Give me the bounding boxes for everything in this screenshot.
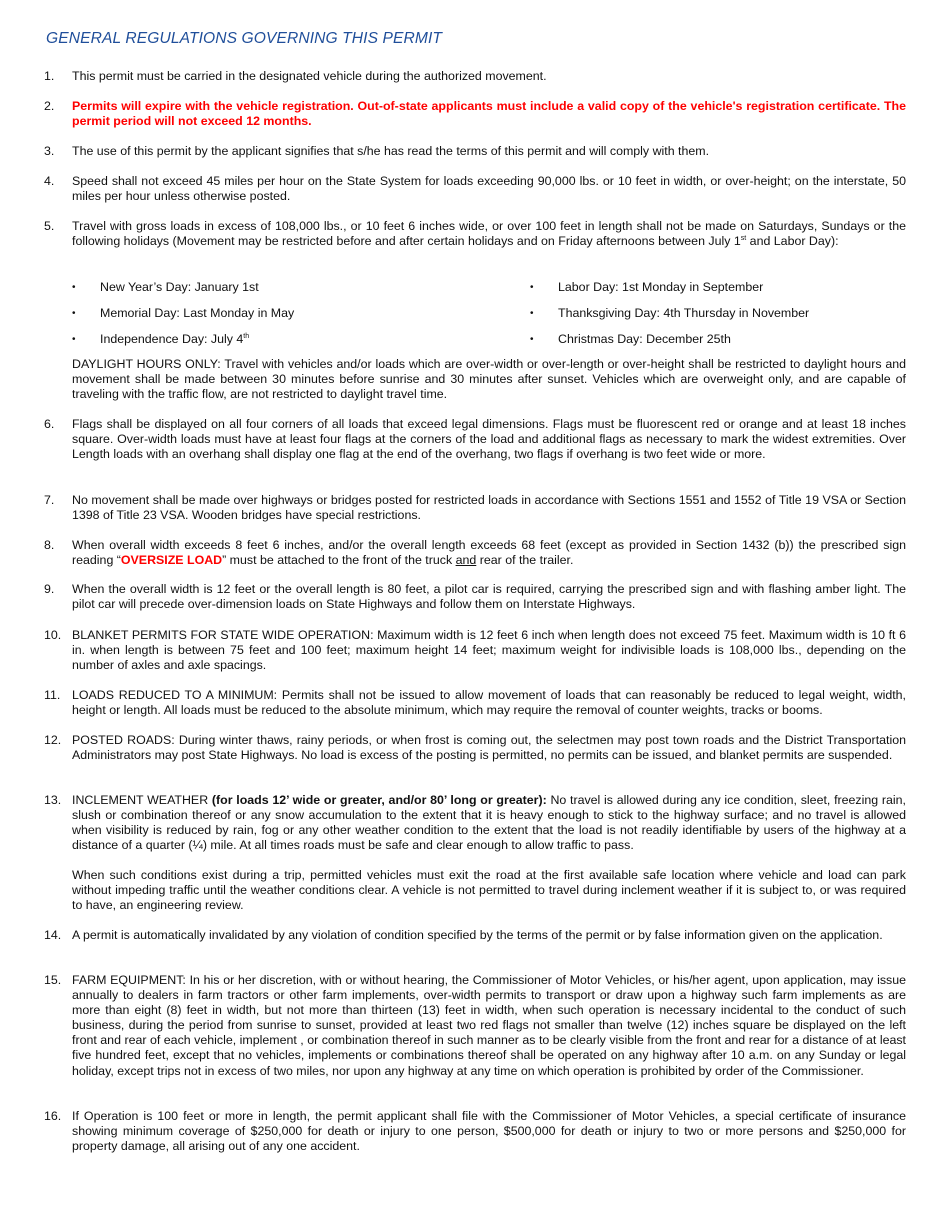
item-number: 4.	[44, 174, 55, 188]
item-number: 1.	[44, 69, 55, 83]
item-number: 7.	[44, 493, 55, 507]
holiday-text	[100, 332, 249, 347]
item-number: 8.	[44, 538, 55, 552]
item-text-bold: (for loads 12’ wide or greater, and/or 80’ long or greater):	[211, 793, 547, 807]
holiday-text: Labor Day: 1st Monday in September	[558, 280, 764, 294]
item-number: 10.	[44, 628, 62, 642]
item-number: 13.	[44, 793, 62, 807]
item-text: This permit must be carried in the designated vehicle during the authorized movement.	[72, 69, 547, 83]
item-text: The use of this permit by the applicant signifies that s/he has read the terms of this permit and will comply with them.	[72, 144, 710, 158]
item-text: If Operation is 100 feet or more in length, the permit applicant shall file with the Commissioner of Motor Vehicles, a special certificate of insurance showing minimum coverage of $250,000 for death or injury to one person, $500,000 for death or injury to two or more persons and $250,000 for property damage, all arising out of any one accident.	[72, 1109, 906, 1154]
bullet-icon: •	[530, 308, 534, 319]
item-number: 14.	[44, 928, 62, 942]
item-text-part: INCLEMENT WEATHER	[72, 793, 212, 807]
item-text	[72, 219, 906, 249]
item-number: 12.	[44, 733, 62, 747]
item-text: POSTED ROADS: During winter thaws, rainy periods, or when frost is coming out, the selectmen may post town roads and the District Transportation Administrators may post State Highways. No load is excess of the posting is permitted, no permits can be issued, and blanket permits are suspended.	[72, 733, 906, 763]
item-text: A permit is automatically invalidated by any violation of condition specified by the terms of the permit or by false information given on the application.	[72, 928, 883, 942]
item-number: 15.	[44, 973, 62, 987]
item-text: When the overall width is 12 feet or the overall length is 80 feet, a pilot car is required, carrying the prescribed sign and with flashing amber light. The pilot car will precede over-dimension loads on State Highways and follow them on Interstate Highways.	[72, 582, 906, 612]
item-number: 6.	[44, 417, 55, 431]
page-title: GENERAL REGULATIONS GOVERNING THIS PERMIT	[46, 30, 443, 47]
item-text-warning: Permits will expire with the vehicle registration. Out-of-state applicants must include a valid copy of the vehicle's registration certificate. The permit period will not exceed 12 months.	[72, 99, 906, 129]
item-text	[72, 538, 906, 568]
item-text-part: No travel is allowed during any ice condition, sleet, freezing rain, slush or combination thereof or any snow accumulation to the extent that it is heavy enough to stick to the highway surface; and no travel is allowed when visibility is reduced by rain, fog or any other weather condition to the extent that the load is not readily identifiable by users of the highway at a distance of a quarter (¼) mile. At all times roads must be safe and clear enough to allow traffic to pass.	[72, 793, 906, 853]
holiday-text: New Year’s Day: January 1st	[100, 280, 259, 294]
superscript: st	[740, 235, 747, 243]
holiday-text: Christmas Day: December 25th	[558, 332, 731, 346]
holiday-text: Thanksgiving Day: 4th Thursday in November	[558, 306, 810, 320]
item-number: 16.	[44, 1109, 62, 1123]
item-text-part: When overall width exceeds 8 feet 6 inches, and/or the overall length exceeds 68 feet (except as provided in Section 1432 (b)) the prescribed sign reading “	[72, 538, 906, 568]
holiday-text-part: Independence Day: July 4	[100, 332, 244, 346]
daylight-hours-text: DAYLIGHT HOURS ONLY: Travel with vehicles and/or loads which are over-width or over-length or over-height shall be restricted to daylight hours and movement shall be made between 30 minutes before sunrise and 30 minutes after sunset. Vehicles which are overweight only, and are capable of traveling with the traffic flow, are not restricted to daylight travel time.	[72, 357, 906, 402]
bullet-icon: •	[530, 282, 534, 293]
item-number: 9.	[44, 582, 55, 596]
item-text: LOADS REDUCED TO A MINIMUM: Permits shall not be issued to allow movement of loads that can reasonably be reduced to legal weight, width, height or length. All loads must be reduced to the absolute minimum, which may require the removal of counter weights, tracks or booms.	[72, 688, 906, 718]
item-text: Flags shall be displayed on all four corners of all loads that exceed legal dimensions. Flags must be fluorescent red or orange and at least 18 inches square. Over-width loads must have at least four flags at the corners of the load and additional flags as necessary to mark the widest extremities. Over Length loads with an overhang shall display one flag at the end of the overhang, two flags if overhang is two feet wide or more.	[72, 417, 906, 462]
item-text-continued: When such conditions exist during a trip, permitted vehicles must exit the road at the first available safe location where vehicle and load can park without impeding traffic until the weather conditions clear. A vehicle is not permitted to travel during inclement weather if it is subject to, or was required to have, an engineering review.	[72, 868, 906, 913]
bullet-icon: •	[72, 282, 76, 293]
item-text-part: ” must be attached to the front of the truck	[222, 553, 456, 568]
item-text: Speed shall not exceed 45 miles per hour on the State System for loads exceeding 90,000 lbs. or 10 feet in width, or over-height; on the interstate, 50 miles per hour unless otherwise posted.	[72, 174, 906, 204]
bullet-icon: •	[530, 334, 534, 345]
item-text-part: Travel with gross loads in excess of 108,000 lbs., or 10 feet 6 inches wide, or over 100 feet in length shall not be made on Saturdays, Sundays or the following holidays (Movement may be restricted before and after certain holidays and on Friday afternoons between July 1	[72, 219, 906, 249]
item-text: FARM EQUIPMENT: In his or her discretion, with or without hearing, the Commissioner of Motor Vehicles, or his/her agent, upon application, may issue annually to dealers in farm tractors or other farm implements, over-width permits to transport or draw upon a highway such farm implements as are more than eight (8) feet in width, but not more than thirteen (13) feet in width, when such operation is necessary incidental to the conduct of such business, during the period from sunrise to sunset, provided at least two red flags not smaller than twelve (12) inches square be displayed on the left front and rear of each vehicle, implement , or combination thereof in such manner as to be clearly visible from the front and rear for a distance of at least five hundred feet, except that no vehicles, implements or combinations thereof shall be operated on any highway after 10 a.m. on any Sunday or legal holiday, except trips not in excess of two miles, nor upon any highway at any time on which operation is prohibited by order of the Commissioner.	[72, 973, 906, 1078]
underlined-word: and	[455, 553, 477, 568]
bullet-icon: •	[72, 308, 76, 319]
item-text-part: and Labor Day):	[746, 234, 839, 249]
item-number: 5.	[44, 219, 55, 233]
superscript: th	[243, 333, 250, 340]
item-text-part: rear of the trailer.	[476, 553, 574, 568]
bullet-icon: •	[72, 334, 76, 345]
item-text	[72, 793, 906, 853]
oversize-load-label: OVERSIZE LOAD	[120, 553, 223, 568]
item-number: 2.	[44, 99, 55, 113]
item-text: No movement shall be made over highways or bridges posted for restricted loads in accordance with Sections 1551 and 1552 of Title 19 VSA or Section 1398 of Title 23 VSA. Wooden bridges have special restrictions.	[72, 493, 906, 523]
item-number: 3.	[44, 144, 55, 158]
holiday-text: Memorial Day: Last Monday in May	[100, 306, 295, 320]
item-number: 11.	[44, 688, 61, 702]
item-text: BLANKET PERMITS FOR STATE WIDE OPERATION: Maximum width is 12 feet 6 inch when length does not exceed 75 feet. Maximum width is 10 ft 6 in. when length is between 75 feet and 100 feet; maximum height 14 feet; maximum weight for indivisible loads is 108,000 lbs., depending on the number of axles and axle spacings.	[72, 628, 906, 673]
